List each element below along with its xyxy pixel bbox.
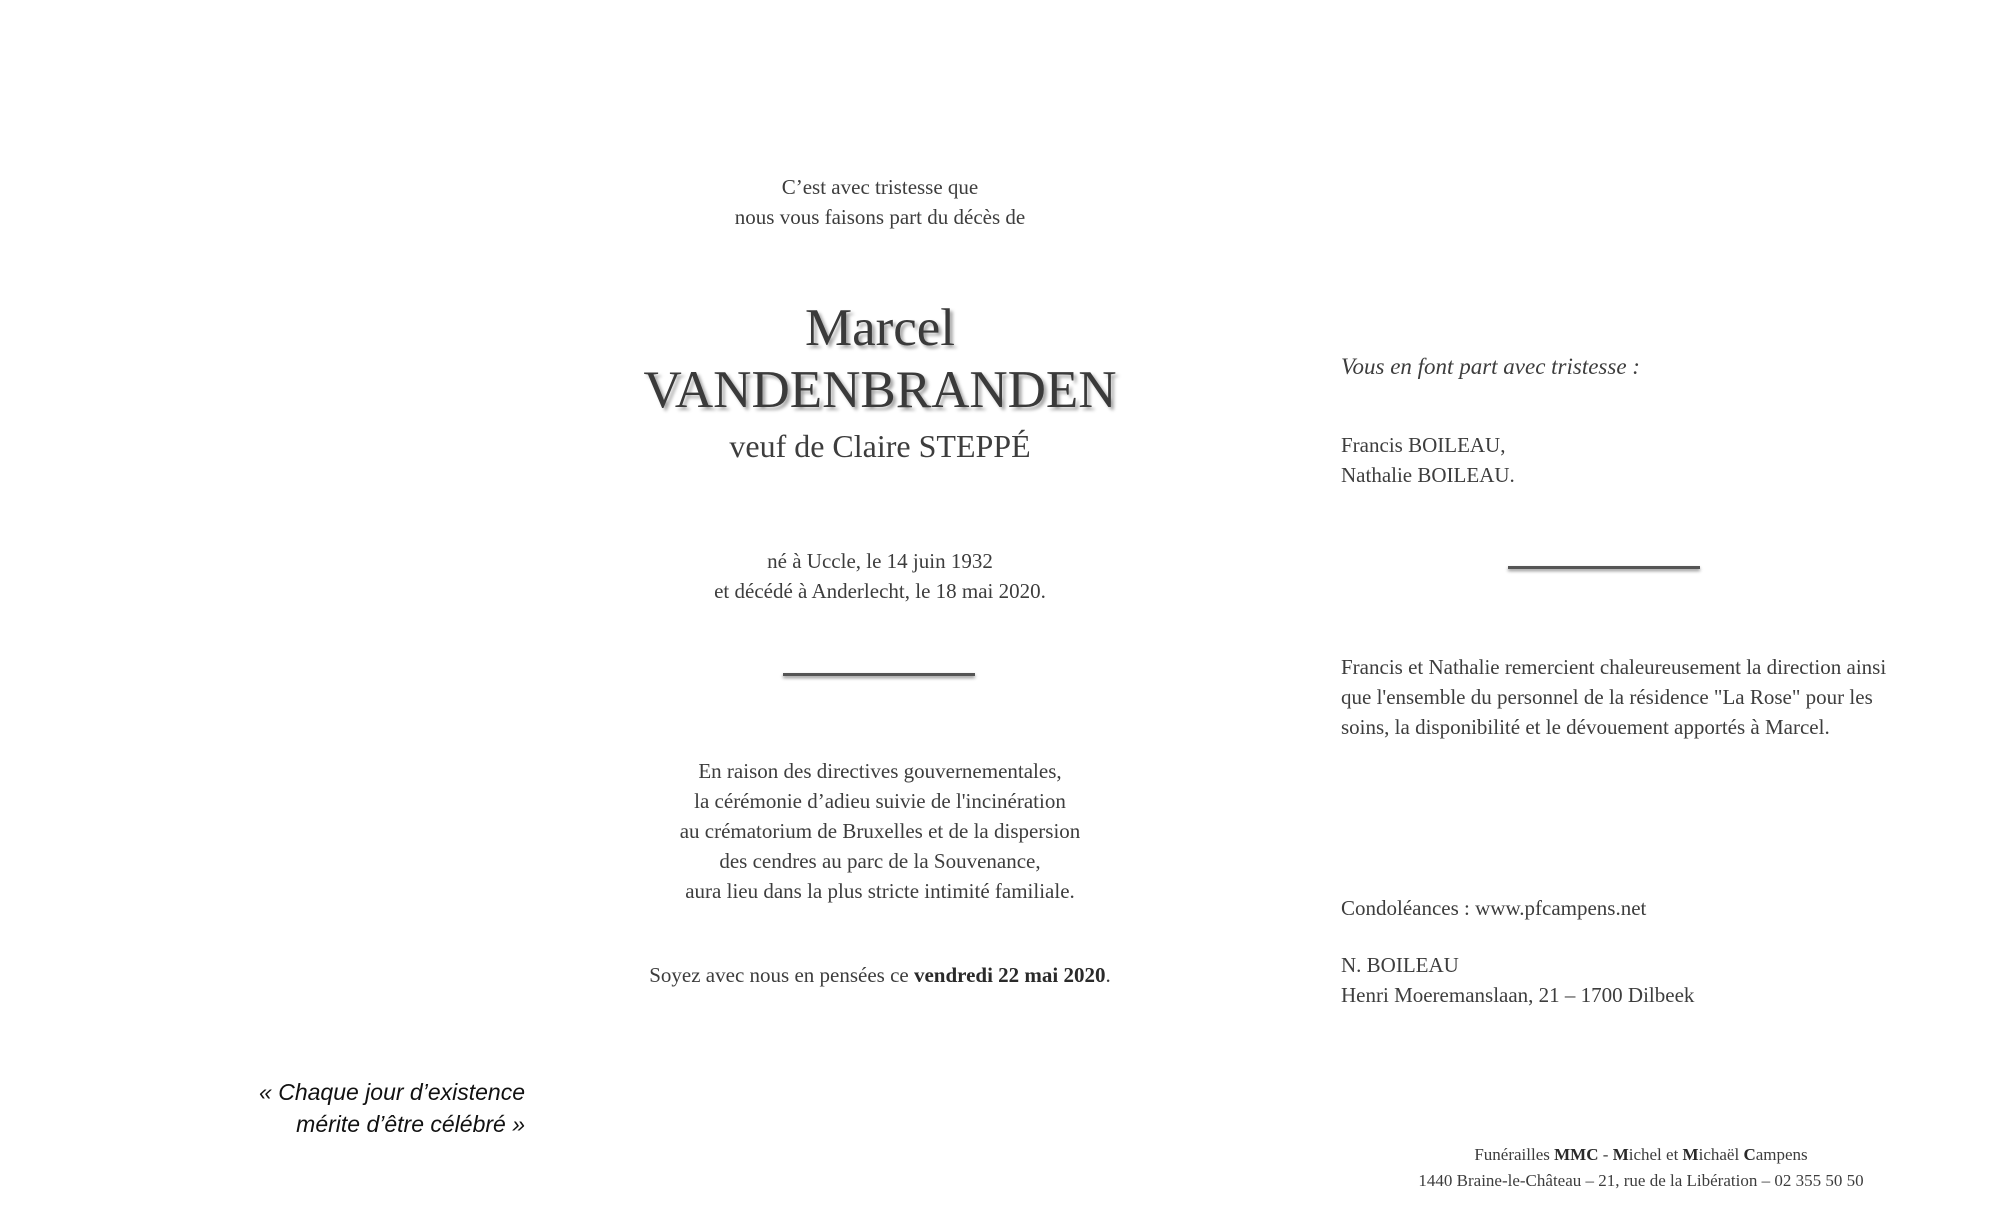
ceremony-line-5: aura lieu dans la plus stricte intimité familiale. — [685, 879, 1075, 903]
intro-line-2: nous vous faisons part du décès de — [734, 205, 1026, 229]
contact-block — [1341, 950, 1941, 1010]
thanks-line-3: soins, la disponibilité et le dévouement apportés à Marcel. — [1341, 715, 1830, 739]
footer-brand: MMC — [1554, 1145, 1599, 1164]
right-divider — [1508, 566, 1700, 569]
contact-name: N. BOILEAU — [1341, 953, 1459, 977]
condolences-line: Condoléances : www.pfcampens.net — [1341, 896, 1647, 920]
thanks-line-2: que l'ensemble du personnel de la résidence "La Rose" pour les — [1341, 685, 1873, 709]
thoughts-suffix: . — [1105, 963, 1111, 987]
deceased-last-name: VANDENBRANDEN — [643, 361, 1117, 419]
ceremony-line-4: des cendres au parc de la Souvenance, — [719, 849, 1041, 873]
family-name-1: Francis BOILEAU, — [1341, 433, 1506, 457]
widow-of-line: veuf de Claire STEPPÉ — [729, 428, 1031, 464]
birth-line: né à Uccle, le 14 juin 1932 — [767, 549, 993, 573]
funeral-home-footer — [1341, 1142, 1941, 1194]
footer-initial: M — [1682, 1145, 1699, 1164]
announcement-intro — [610, 172, 1150, 232]
family-intro: Vous en font part avec tristesse : — [1341, 354, 1640, 379]
footer-text: Funérailles — [1474, 1145, 1555, 1164]
footer-text: ichaël — [1698, 1145, 1744, 1164]
left-divider — [783, 673, 975, 676]
footer-text: ichel et — [1628, 1145, 1683, 1164]
thoughts-line — [560, 960, 1200, 990]
footer-initial: M — [1612, 1145, 1629, 1164]
thanks-paragraph — [1341, 652, 1941, 742]
death-line: et décédé à Anderlecht, le 18 mai 2020. — [714, 579, 1046, 603]
footer-line-1 — [1341, 1142, 1941, 1168]
deceased-first-name: Marcel — [804, 299, 956, 357]
thoughts-date: vendredi 22 mai 2020 — [913, 963, 1106, 987]
ceremony-notice — [560, 756, 1200, 906]
quote-line-2: mérite d’être célébré » — [296, 1111, 525, 1137]
ceremony-line-2: la cérémonie d’adieu suivie de l'incinération — [694, 789, 1066, 813]
ceremony-line-3: au crématorium de Bruxelles et de la dispersion — [679, 819, 1081, 843]
footer-text: - — [1598, 1145, 1613, 1164]
ceremony-line-1: En raison des directives gouvernementales, — [698, 759, 1062, 783]
quote — [200, 1076, 525, 1140]
life-dates — [610, 546, 1150, 606]
thanks-line-1: Francis et Nathalie remercient chaleureusement la direction ainsi — [1341, 655, 1887, 679]
family-name-2: Nathalie BOILEAU. — [1341, 463, 1515, 487]
intro-line-1: C’est avec tristesse que — [781, 175, 979, 199]
quote-line-1: « Chaque jour d’existence — [259, 1079, 525, 1105]
footer-line-2: 1440 Braine-le-Château – 21, rue de la Libération – 02 355 50 50 — [1418, 1171, 1864, 1190]
footer-text: ampens — [1755, 1145, 1808, 1164]
footer-initial: C — [1743, 1145, 1756, 1164]
family-names — [1341, 430, 1941, 490]
contact-address: Henri Moeremanslaan, 21 – 1700 Dilbeek — [1341, 983, 1695, 1007]
thoughts-prefix: Soyez avec nous en pensées ce — [649, 963, 914, 987]
